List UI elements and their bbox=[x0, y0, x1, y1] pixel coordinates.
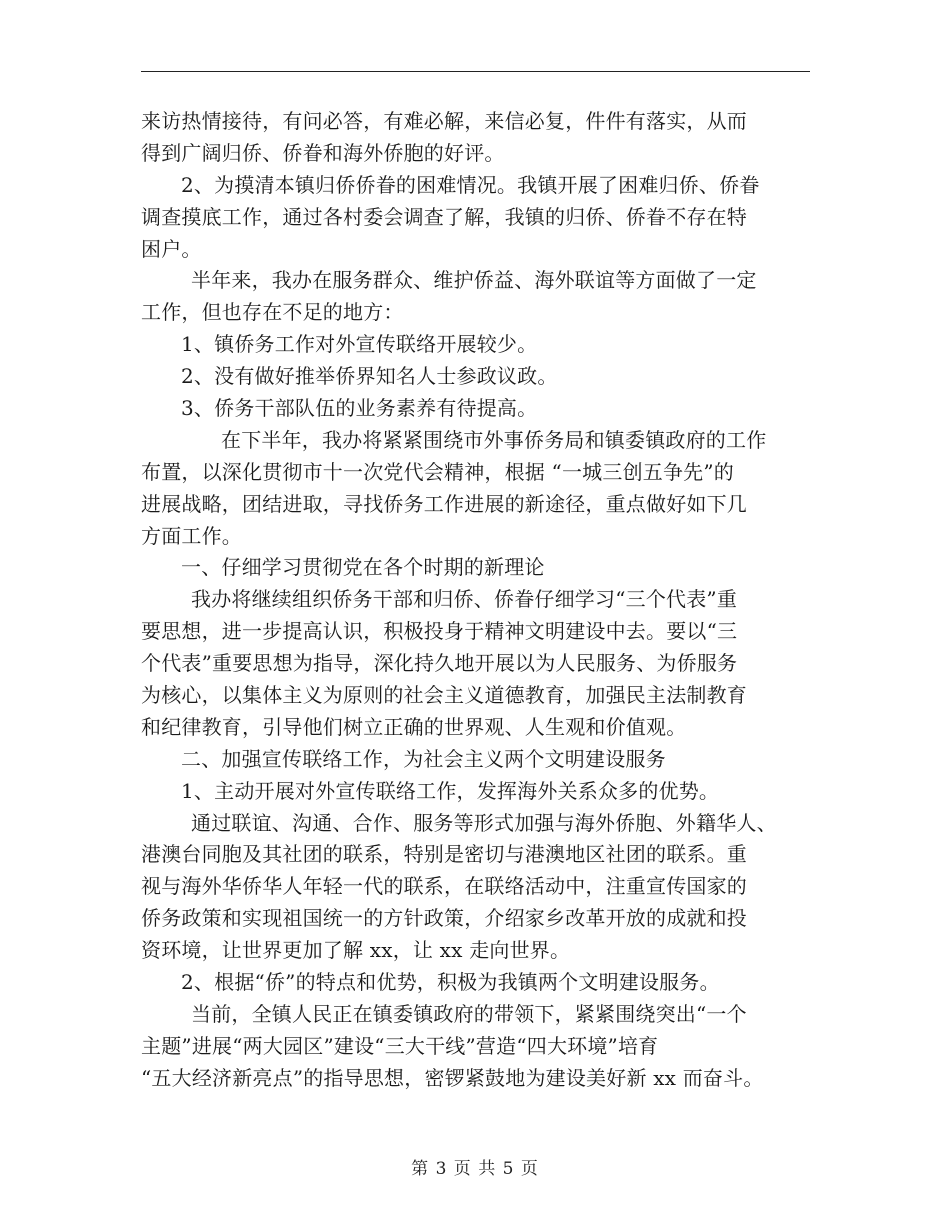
text-line: 一、仔细学习贯彻党在各个时期的新理论 bbox=[181, 555, 545, 580]
text-line: 为核心，以集体主义为原则的社会主义道德教育，加强民主法制教育 bbox=[141, 683, 747, 708]
text-line: 困户。 bbox=[141, 236, 202, 261]
text-line: 我办将继续组织侨务干部和归侨、侨眷仔细学习“三个代表”重 bbox=[191, 587, 738, 612]
text-line: 1、镇侨务工作对外宣传联络开展较少。 bbox=[181, 332, 538, 357]
text-line: 2、为摸清本镇归侨侨眷的困难情况。我镇开展了困难归侨、侨眷 bbox=[181, 172, 760, 197]
text-line: 进展战略，团结进取，寻找侨务工作进展的新途径，重点做好如下几 bbox=[141, 491, 747, 516]
text-line: “五大经济新亮点”的指导思想，密锣紧鼓地为建设美好新 xx 而奋斗。 bbox=[141, 1065, 764, 1090]
text-line: 半年来，我办在服务群众、维护侨益、海外联谊等方面做了一定 bbox=[191, 268, 757, 293]
text-line: 二、加强宣传联络工作，为社会主义两个文明建设服务 bbox=[181, 746, 666, 771]
document-body bbox=[141, 106, 821, 1095]
text-line: 调查摸底工作，通过各村委会调查了解，我镇的归侨、侨眷不存在特 bbox=[141, 204, 747, 229]
text-line: 港澳台同胞及其社团的联系，特别是密切与港澳地区社团的联系。重 bbox=[141, 842, 747, 867]
text-line: 在下半年，我办将紧紧围绕市外事侨务局和镇委镇政府的工作 bbox=[221, 427, 767, 452]
text-line: 资环境，让世界更加了解 xx，让 xx 走向世界。 bbox=[141, 938, 571, 963]
text-line: 3、侨务干部队伍的业务素养有待提高。 bbox=[181, 396, 538, 421]
text-line: 通过联谊、沟通、合作、服务等形式加强与海外侨胞、外籍华人、 bbox=[191, 810, 777, 835]
text-line: 2、没有做好推举侨界知名人士参政议政。 bbox=[181, 364, 558, 389]
page-number-footer: 第 3 页 共 5 页 bbox=[411, 1159, 539, 1179]
text-line: 得到广阔归侨、侨眷和海外侨胞的好评。 bbox=[141, 140, 505, 165]
text-line: 来访热情接待，有问必答，有难必解，来信必复，件件有落实，从而 bbox=[141, 109, 747, 133]
header-rule bbox=[141, 71, 810, 72]
text-line: 布置，以深化贯彻市十一次党代会精神，根据 “一城三创五争先”的 bbox=[141, 459, 735, 484]
text-line: 工作，但也存在不足的地方： bbox=[141, 300, 404, 325]
text-line: 1、主动开展对外宣传联络工作，发挥海外关系众多的优势。 bbox=[181, 778, 720, 803]
text-line: 侨务政策和实现祖国统一的方针政策，介绍家乡改革开放的成就和投 bbox=[141, 906, 747, 931]
text-line: 和纪律教育，引导他们树立正确的世界观、人生观和价值观。 bbox=[141, 714, 687, 739]
text-line: 当前，全镇人民正在镇委镇政府的带领下，紧紧围绕突出“一个 bbox=[191, 1001, 747, 1026]
text-line: 2、根据“侨”的特点和优势，积极为我镇两个文明建设服务。 bbox=[181, 970, 720, 995]
text-line: 方面工作。 bbox=[141, 523, 242, 548]
text-line: 主题”进展“两大园区”建设“三大干线”营造“四大环境”培育 bbox=[141, 1033, 659, 1058]
text-line: 个代表”重要思想为指导，深化持久地开展以为人民服务、为侨服务 bbox=[141, 651, 738, 676]
text-line: 要思想，进一步提高认识，积极投身于精神文明建设中去。要以“三 bbox=[141, 619, 738, 644]
text-line: 视与海外华侨华人年轻一代的联系，在联络活动中，注重宣传国家的 bbox=[141, 874, 747, 899]
